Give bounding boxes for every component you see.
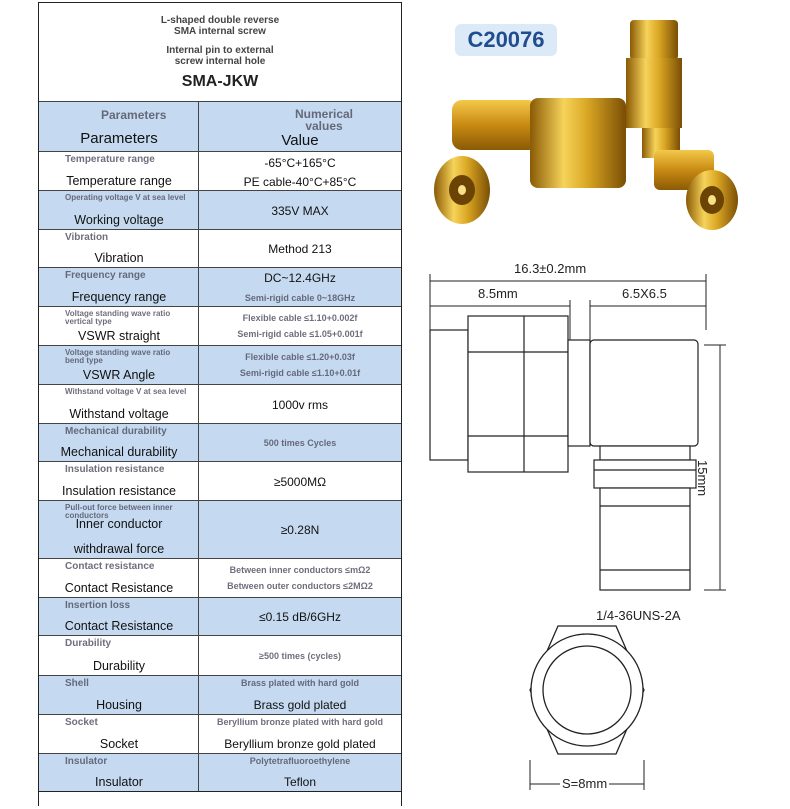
value-text: Teflon — [283, 775, 317, 789]
side-view-drawing — [430, 316, 698, 590]
hex-end-view — [530, 626, 644, 754]
value-overlay-text: Semi-rigid cable ≤1.05+0.001f — [237, 329, 363, 339]
param-label: Working voltage — [74, 213, 164, 227]
value-overlay-text: Brass plated with hard gold — [240, 678, 359, 688]
value-overlay-text: Flexible cable ≤1.10+0.002f — [242, 313, 358, 323]
param-overlay-text: Temperature range — [65, 154, 155, 165]
value-overlay-text: Semi-rigid cable 0~18GHz — [244, 293, 356, 303]
thread-label: 1/4-36UNS-2A — [596, 608, 681, 623]
table-row — [39, 714, 401, 753]
param-label: VSWR straight — [78, 329, 160, 343]
param-overlay-text: Contact resistance — [65, 561, 155, 572]
table-row — [39, 229, 401, 267]
table-row — [39, 558, 401, 597]
value-text: 1000v rms — [271, 397, 329, 412]
value-text: Beryllium bronze gold plated — [224, 737, 376, 751]
table-row — [39, 267, 401, 306]
param-label: Withstand voltage — [69, 407, 169, 421]
dim-left-label: 8.5mm — [478, 286, 518, 301]
param-label: Temperature range — [66, 174, 172, 188]
value-text: Method 213 — [268, 242, 332, 256]
param-label: Mechanical durability — [60, 445, 178, 459]
param-overlay-text: Durability — [65, 638, 112, 649]
value-overlay-text: 500 times Cycles — [263, 438, 337, 448]
value-text: ≤0.15 dB/6GHz — [259, 610, 341, 624]
dim-total-label: 16.3±0.2mm — [514, 261, 587, 276]
table-row — [39, 384, 401, 423]
spec-table — [38, 2, 402, 792]
table-row — [39, 500, 401, 558]
table-row — [39, 635, 401, 675]
value-text: 335V MAX — [271, 203, 329, 218]
table-row — [39, 753, 401, 791]
value-overlay-text: Between outer conductors ≤2MΩ2 — [227, 581, 373, 591]
param-overlay-text: Voltage standing wave ratio vertical type — [65, 309, 171, 326]
value-text: PE cable-40°C+85°C — [243, 175, 357, 189]
dim-height-label: 15mm — [695, 460, 710, 497]
param-overlay-text: Operating voltage V at sea level — [65, 193, 186, 202]
value-text: Brass gold plated — [253, 698, 347, 712]
param-label: Frequency range — [71, 290, 167, 304]
table-header — [39, 3, 401, 101]
connector-photo — [434, 20, 738, 230]
param-header: Parameters — [80, 130, 158, 147]
param-label: Socket — [99, 737, 139, 751]
dim-right-label: 6.5X6.5 — [622, 286, 667, 301]
param-overlay-text: Mechanical durability — [65, 426, 167, 437]
param-label-line2: withdrawal force — [73, 542, 165, 556]
param-label: Inner conductor — [75, 517, 163, 531]
table-row — [39, 461, 401, 500]
table-row — [39, 597, 401, 635]
table-row — [39, 423, 401, 461]
param-label: Contact Resistance — [64, 619, 174, 633]
param-overlay-text: Socket — [65, 717, 98, 728]
param-overlay-text: Insertion loss — [65, 600, 131, 611]
value-overlay-text: Polytetrafluoroethylene — [249, 756, 351, 766]
table-row — [39, 345, 401, 384]
value-overlay-text: ≥500 times (cycles) — [259, 651, 341, 661]
param-overlay-text: Vibration — [65, 232, 109, 243]
param-overlay-text: Insulation resistance — [65, 464, 165, 475]
param-label: Housing — [96, 698, 142, 712]
value-overlay-text: Semi-rigid cable ≤1.10+0.01f — [239, 368, 361, 378]
param-label: Contact Resistance — [64, 581, 174, 595]
header-line: Internal pin to external — [166, 45, 274, 56]
header-line: L-shaped double reverse — [160, 15, 280, 26]
param-label: Vibration — [94, 251, 144, 265]
model-title: SMA-JKW — [181, 73, 259, 90]
value-overlay-text: Beryllium bronze plated with hard gold — [216, 717, 383, 727]
param-overlay-text: Pull-out force between inner conductors — [65, 503, 173, 520]
value-overlay-text: Between inner conductors ≤mΩ2 — [229, 565, 371, 575]
param-label: Insulator — [95, 775, 143, 789]
param-overlay: Parameters — [101, 108, 167, 122]
hex-size-label: S=8mm — [562, 776, 608, 791]
product-code-badge: C20076 — [455, 24, 557, 56]
value-overlay: Numerical values — [294, 107, 354, 133]
header-line: SMA internal screw — [174, 26, 266, 37]
value-overlay-text: Flexible cable ≤1.20+0.03f — [245, 352, 355, 362]
table-row — [39, 306, 401, 345]
param-overlay-text: Insulator — [65, 756, 108, 767]
header-line: screw internal hole — [174, 56, 266, 67]
table-footer — [38, 792, 402, 806]
value-text: -65°C+165°C — [264, 156, 336, 170]
product-drawing — [404, 0, 790, 809]
value-text: ≥0.28N — [280, 523, 320, 537]
param-label: Insulation resistance — [62, 484, 176, 498]
value-header: Value — [281, 132, 319, 149]
table-row — [39, 190, 401, 229]
param-overlay-text: Withstand voltage V at sea level — [65, 387, 187, 396]
column-header-row — [39, 101, 401, 151]
value-text: ≥5000MΩ — [273, 474, 327, 489]
param-overlay-text: Shell — [65, 678, 89, 689]
param-label: VSWR Angle — [82, 368, 156, 382]
param-label: Durability — [92, 659, 146, 673]
param-overlay-text: Frequency range — [65, 270, 146, 281]
param-overlay-text: Voltage standing wave ratio bend type — [65, 348, 171, 365]
table-row — [39, 151, 401, 190]
table-row — [39, 675, 401, 714]
value-text: DC~12.4GHz — [264, 271, 336, 285]
